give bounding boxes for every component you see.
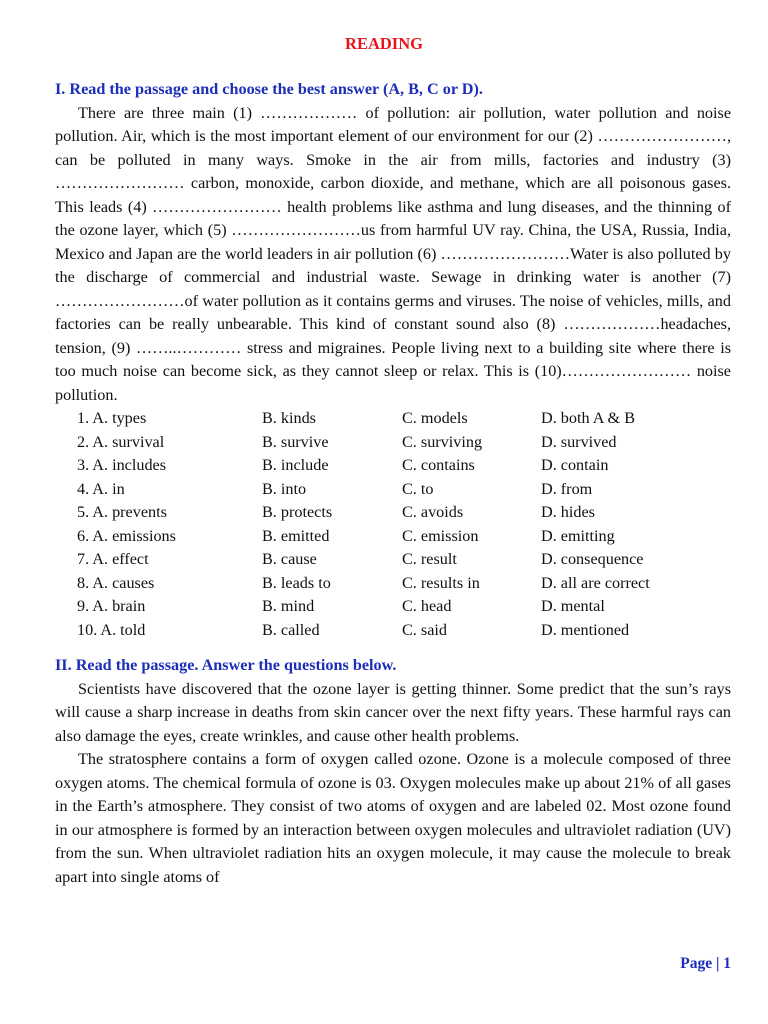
option-a: 9. A. brain <box>77 597 146 615</box>
option-c: C. surviving <box>402 432 483 451</box>
section-1-heading: I. Read the passage and choose the best answer (A, B, C or D). <box>55 80 483 98</box>
option-b: B. emitted <box>262 526 330 545</box>
option-a: 6. A. emissions <box>77 526 176 545</box>
option-d: D. survived <box>541 432 617 451</box>
question-row <box>77 454 731 478</box>
section-2-paragraph-2: The stratosphere contains a form of oxygen called ozone. Ozone is a molecule composed of three oxygen atoms. The chemical formula of ozone is 03. Oxygen molecules make up about 21% of all gases in the Earth’s atmosphere. They consist of two atoms of oxygen and are labeled 02. Most ozone found in our atmosphere is formed by an interaction between oxygen molecules and ultraviolet radiation (UV) from the sun. When ultraviolet radiation hits an oxygen molecule, it may cause the molecule to break apart into single atoms of <box>55 750 731 886</box>
option-d: D. hides <box>541 503 595 521</box>
option-c: C. models <box>402 409 468 427</box>
option-d: D. consequence <box>541 550 644 568</box>
option-b: B. into <box>262 479 307 498</box>
option-d: D. emitting <box>541 526 615 545</box>
option-b: B. survive <box>262 432 329 451</box>
question-row <box>77 431 731 455</box>
option-b: B. leads to <box>262 573 331 592</box>
option-b: B. called <box>262 620 320 639</box>
option-c: C. avoids <box>402 503 464 521</box>
option-c: C. to <box>402 479 434 498</box>
question-row <box>77 595 731 619</box>
option-d: D. contain <box>541 456 609 474</box>
option-c: C. result <box>402 550 457 568</box>
option-b: B. include <box>262 456 329 474</box>
option-d: D. mental <box>541 597 605 615</box>
option-b: B. protects <box>262 503 333 521</box>
option-d: D. from <box>541 479 593 498</box>
option-a: 7. A. effect <box>77 550 149 568</box>
answer-options-table <box>77 407 731 642</box>
question-row <box>77 501 731 525</box>
option-a: 2. A. survival <box>77 432 165 451</box>
option-c: C. contains <box>402 456 475 474</box>
option-a: 4. A. in <box>77 479 125 498</box>
question-row <box>77 548 731 572</box>
question-row <box>77 619 731 643</box>
option-a: 3. A. includes <box>77 456 167 474</box>
question-row <box>77 525 731 549</box>
option-d: D. all are correct <box>541 573 650 592</box>
option-b: B. mind <box>262 597 315 615</box>
option-d: D. both A & B <box>541 409 635 427</box>
question-row <box>77 407 731 431</box>
option-c: C. said <box>402 620 447 639</box>
option-c: C. emission <box>402 526 479 545</box>
section-2-paragraph-1: Scientists have discovered that the ozone layer is getting thinner. Some predict that the sun’s rays will cause a sharp increase in deaths from skin cancer over the next fifty years. These harmful rays can also damage the eyes, create wrinkles, and cause other health problems. <box>55 679 731 745</box>
section-2-heading: II. Read the passage. Answer the questions below. <box>55 656 397 674</box>
question-row <box>77 478 731 502</box>
option-a: 5. A. prevents <box>77 503 167 521</box>
option-a: 1. A. types <box>77 409 147 427</box>
page-number: Page | 1 <box>680 955 731 972</box>
question-row <box>77 572 731 596</box>
option-b: B. kinds <box>262 409 316 427</box>
page-title: READING <box>345 34 423 53</box>
option-a: 8. A. causes <box>77 573 155 592</box>
option-c: C. head <box>402 597 452 615</box>
option-d: D. mentioned <box>541 620 630 639</box>
option-c: C. results in <box>402 573 480 592</box>
option-b: B. cause <box>262 550 317 568</box>
content <box>55 78 731 889</box>
option-a: 10. A. told <box>77 620 146 639</box>
section-1-passage: There are three main (1) ……………… of pollution: air pollution, water pollution and noise pollution. Air, which is the most important element of our environment for our (2) ……………………, can be polluted in many ways. Smoke in the air from mills, factories and industry (3) …………………… carbon, monoxide, carbon dioxide, and methane, which are all poisonous gases. This leads (4) …………………… health problems like asthma and lung diseases, and the thinning of the ozone layer, which (5) ……………………us from harmful UV ray. China, the USA, Russia, India, Mexico and Japan are the world leaders in air pollution (6) ……………………Water is also polluted by the discharge of commercial and industrial waste. Sewage in drinking water is another (7) ……………………of water pollution as it contains germs and viruses. The noise of vehicles, mills, and factories can be really unbearable. This kind of constant sound also (8) ………………headaches, tension, (9) ……..………… stress and migraines. People living next to a building site where there is too much noise can become sick, as they cannot sleep or relax. This is (10)…………………… noise pollution. <box>55 103 731 404</box>
